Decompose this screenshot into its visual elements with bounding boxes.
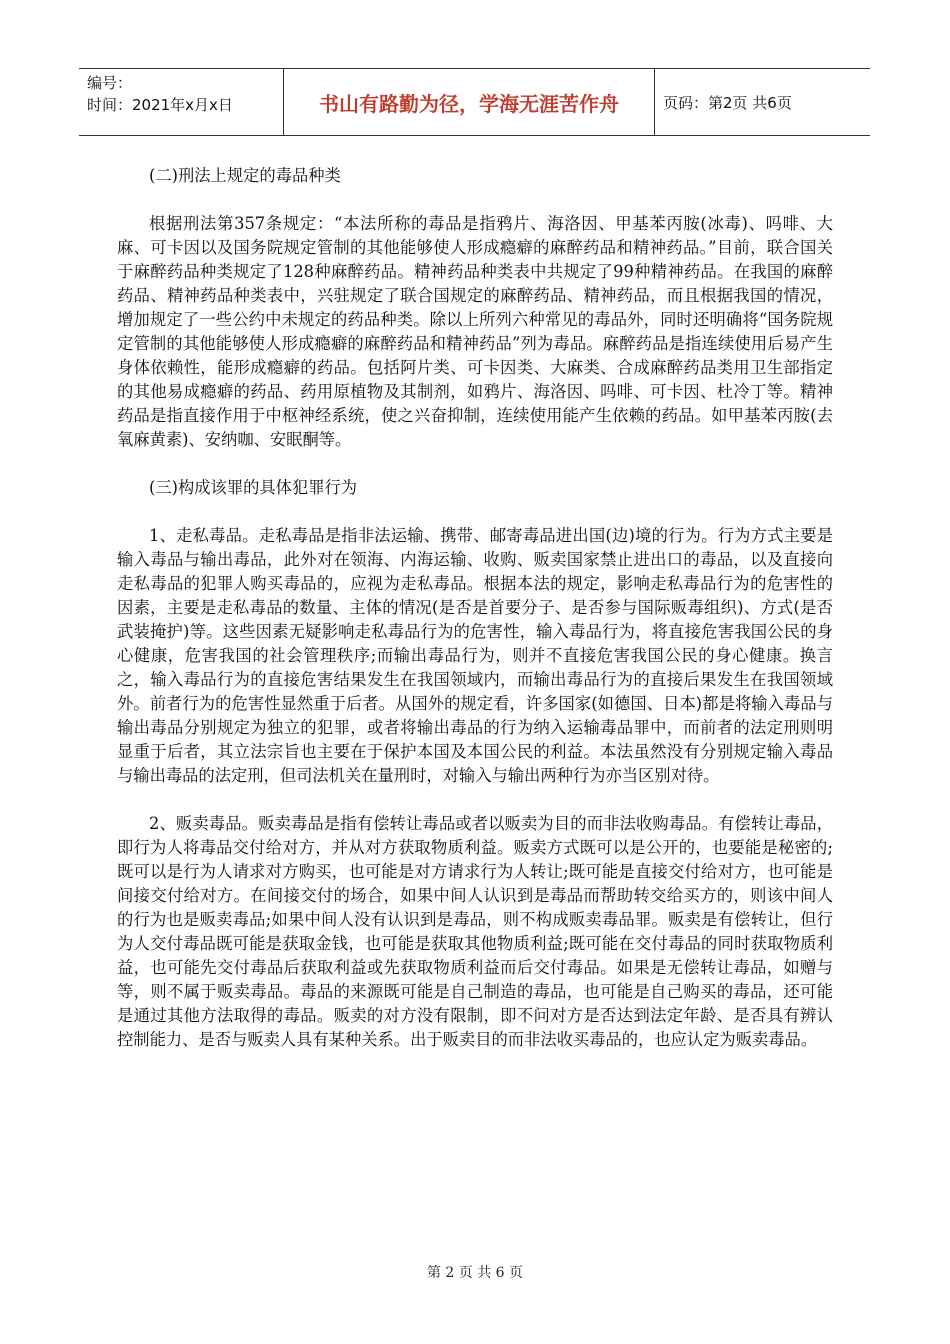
section-heading-criminal-acts: (三)构成该罪的具体犯罪行为: [149, 478, 358, 497]
header-motto: 书山有路勤为径，学海无涯苦作舟: [284, 69, 655, 135]
header-meta: [79, 69, 284, 135]
document-date-label: 时间：2021年x月x日: [87, 96, 233, 114]
paragraph-smuggling: 1、走私毒品。走私毒品是指非法运输、携带、邮寄毒品进出国(边)境的行为。行为方式主要是输入毒品与输出毒品，此外对在领海、内海运输、收购、贩卖国家禁止进出口的毒品，以及直接向走私毒品的犯罪人购买毒品的，应视为走私毒品。根据本法的规定，影响走私毒品行为的危害性的因素，主要是走私毒品的数量、主体的情况(是否是首要分子、是否参与国际贩毒组织)、方式(是否武装掩护)等。这些因素无疑影响走私毒品行为的危害性，输入毒品行为，将直接危害我国公民的身心健康，危害我国的社会管理秩序;而输出毒品行为，则并不直接危害我国公民的身心健康。换言之，输入毒品行为的直接危害结果发生在我国领域内，而输出毒品行为的直接后果发生在我国领域外。前者行为的危害性显然重于后者。从国外的规定看，许多国家(如德国、日本)都是将输入毒品与输出毒品分别规定为独立的犯罪，或者将输出毒品的行为纳入运输毒品罪中，而前者的法定刑则明显重于后者，其立法宗旨也主要在于保护本国及本国公民的利益。本法虽然没有分别规定输入毒品与输出毒品的法定刑，但司法机关在量刑时，对输入与输出两种行为亦当区别对待。: [117, 526, 833, 785]
document-number-label: 编号：: [87, 74, 133, 92]
paragraph-trafficking: 2、贩卖毒品。贩卖毒品是指有偿转让毒品或者以贩卖为目的而非法收购毒品。有偿转让毒品，即行为人将毒品交付给对方，并从对方获取物质利益。贩卖方式既可以是公开的，也要能是秘密的;既可以是行为人请求对方购买，也可能是对方请求行为人转让;既可能是直接交付给对方，也可能是间接交付给对方。在间接交付的场合，如果中间人认识到是毒品而帮助转交给买方的，则该中间人的行为也是贩卖毒品;如果中间人没有认识到是毒品，则不构成贩卖毒品罪。贩卖是有偿转让，但行为人交付毒品既可能是获取金钱，也可能是获取其他物质利益;既可能在交付毒品的同时获取物质利益，也可能先交付毒品后获取利益或先获取物质利益而后交付毒品。如果是无偿转让毒品，如赠与等，则不属于贩卖毒品。毒品的来源既可能是自己制造的毒品，也可能是自己购买的毒品，还可能是通过其他方法取得的毒品。贩卖的对方没有限制，即不问对方是否达到法定年龄、是否具有辨认控制能力、是否与贩卖人具有某种关系。出于贩卖目的而非法收买毒品的，也应认定为贩卖毒品。: [117, 814, 833, 1049]
section-heading-drug-types: (二)刑法上规定的毒品种类: [149, 166, 341, 185]
page-header: [79, 68, 870, 136]
document-body: [117, 164, 833, 1076]
header-page-code: 页码：第2页 共6页: [663, 93, 792, 112]
paragraph-drug-types: 根据刑法第357条规定：“本法所称的毒品是指鸦片、海洛因、甲基苯丙胺(冰毒)、吗啡、大麻、可卡因以及国务院规定管制的其他能够使人形成瘾癖的麻醉药品和精神药品。”目前，联合国关于麻醉药品种类规定了128种麻醉药品。精神药品种类表中共规定了99种精神药品。在我国的麻醉药品、精神药品种类表中，兴驻规定了联合国规定的麻醉药品、精神药品，而且根据我国的情况，增加规定了一些公约中未规定的药品种类。除以上所列六种常见的毒品外，同时还明确将“国务院规定管制的其他能够使人形成瘾癖的麻醉药品和精神药品”列为毒品。麻醉药品是指连续使用后易产生身体依赖性，能形成瘾癖的药品。包括阿片类、可卡因类、大麻类、合成麻醉药品类用卫生部指定的其他易成瘾癖的药品、药用原植物及其制剂，如鸦片、海洛因、吗啡、可卡因、杜冷丁等。精神药品是指直接作用于中枢神经系统，使之兴奋抑制，连续使用能产生依赖的药品。如甲基苯丙胺(去氧麻黄素)、安纳咖、安眠酮等。: [117, 214, 833, 449]
page-footer: 第 2 页 共 6 页: [426, 1265, 524, 1281]
